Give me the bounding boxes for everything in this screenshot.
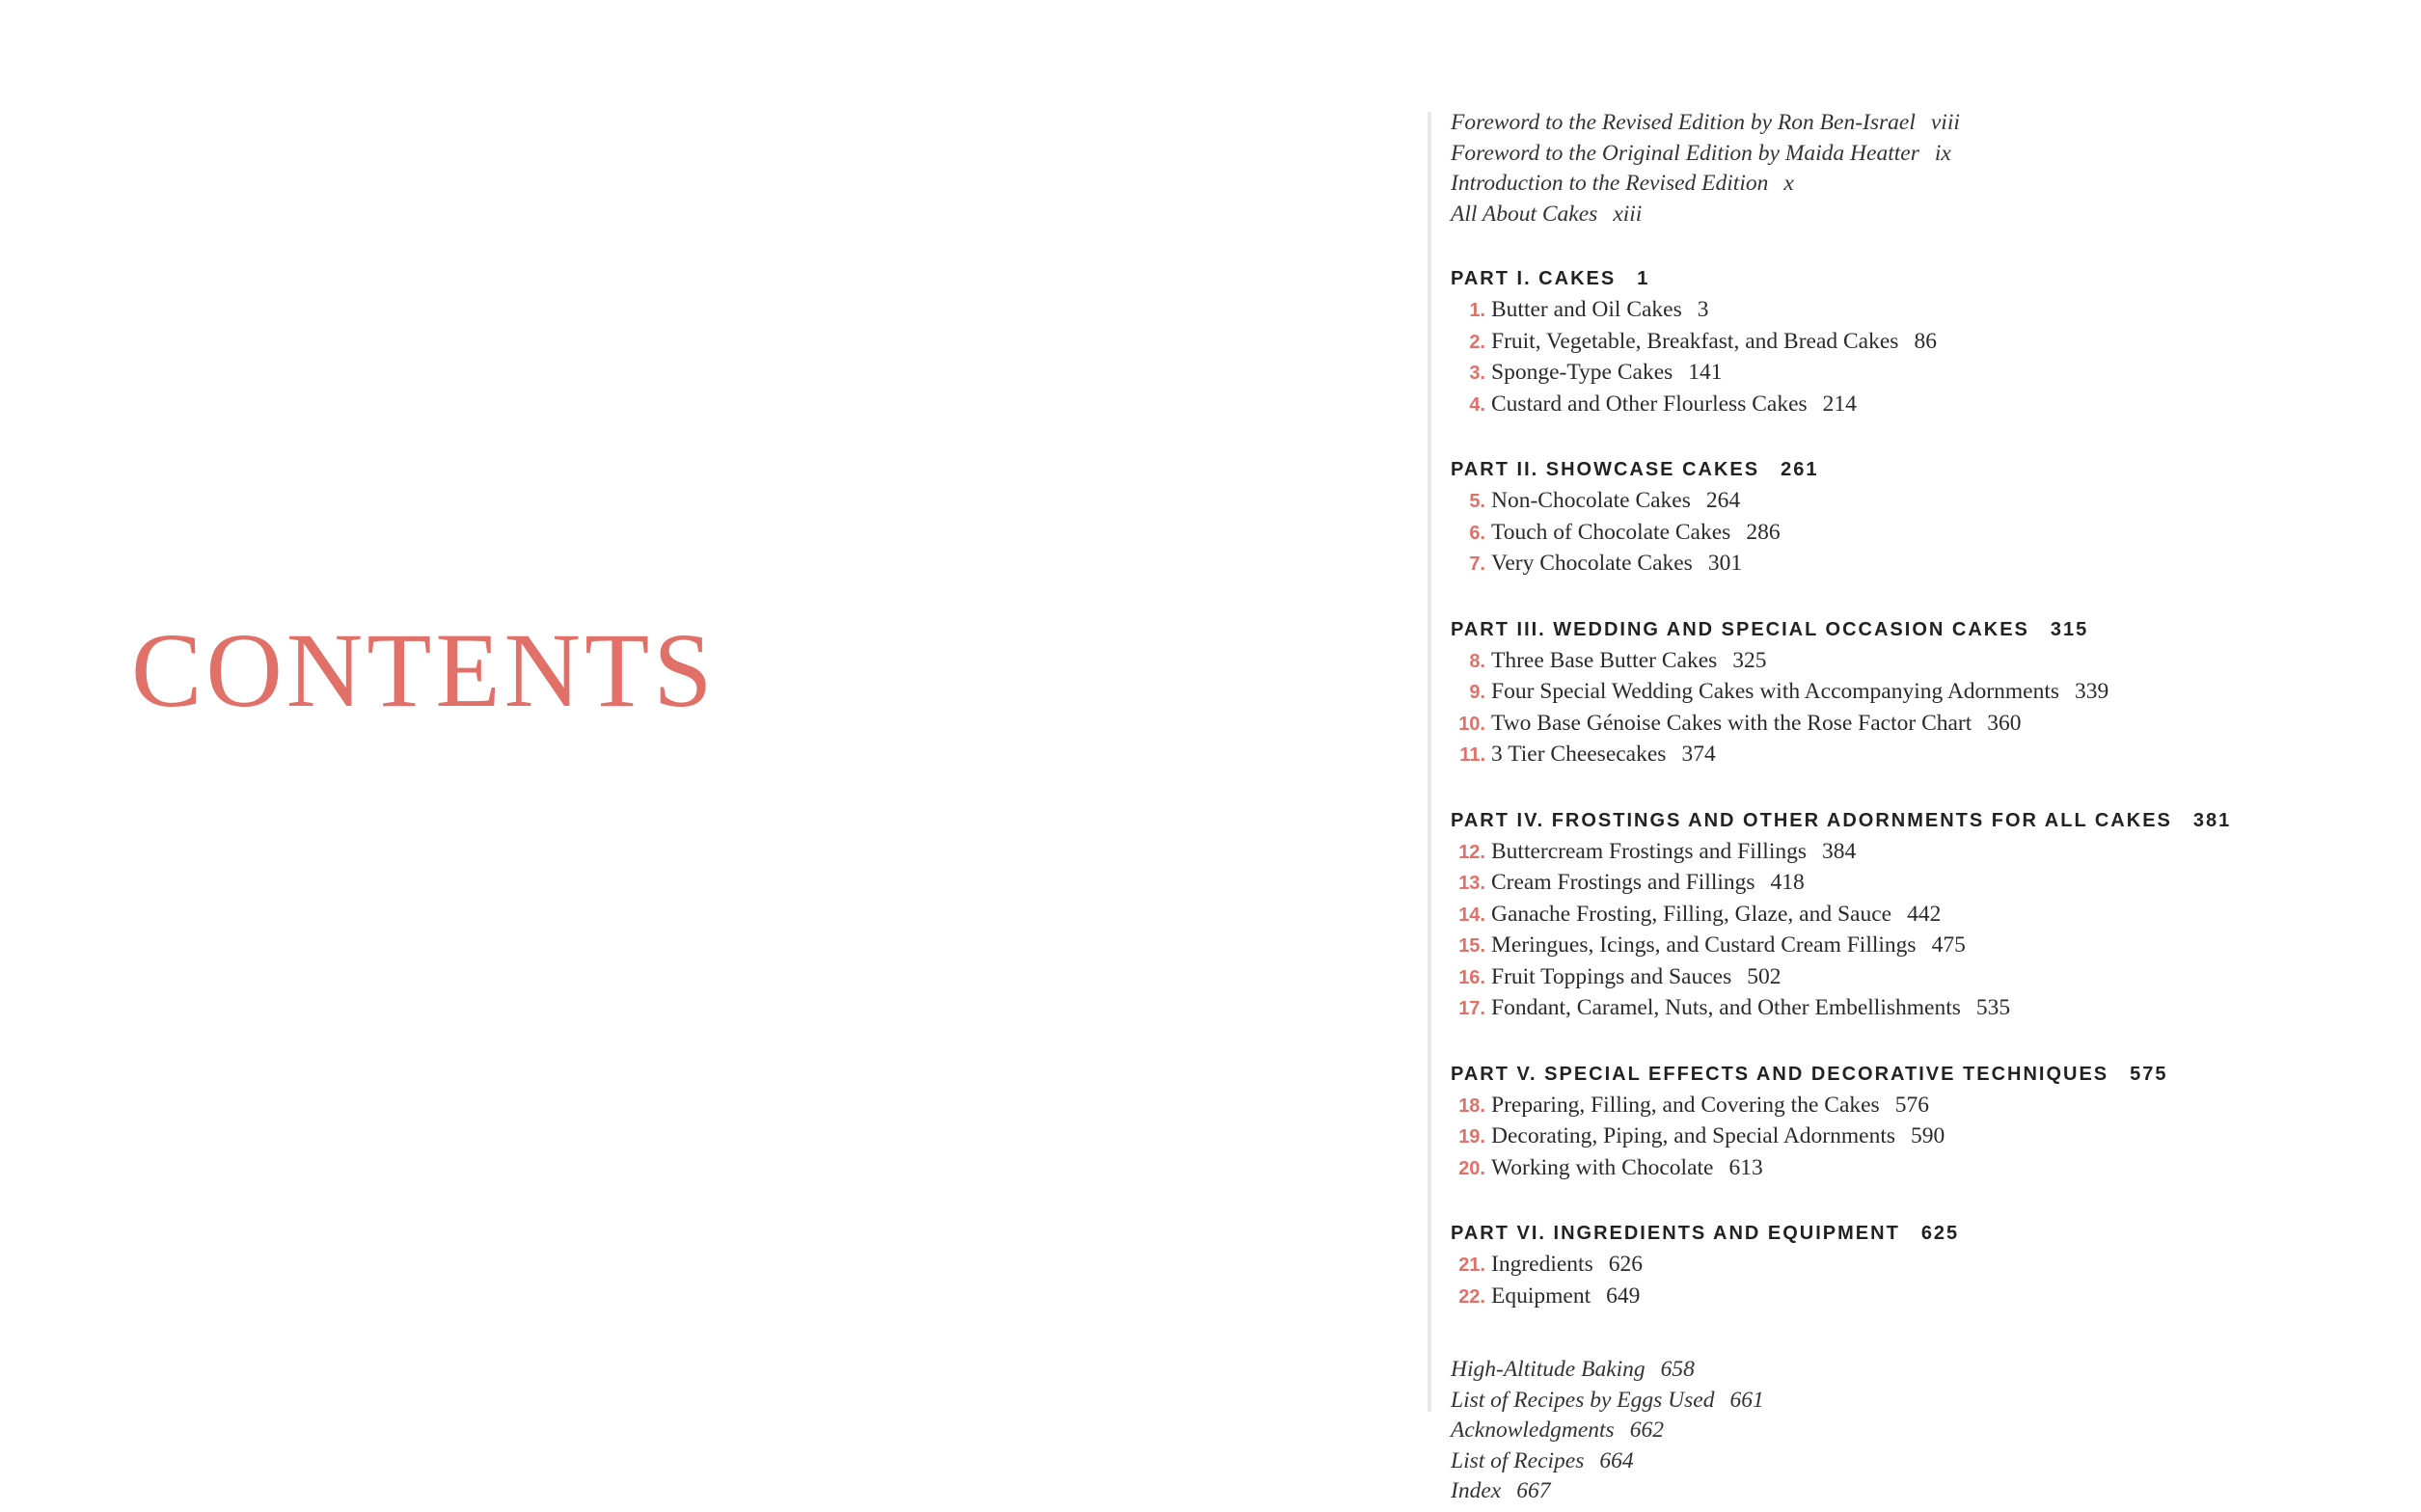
entry-title: Acknowledgments [1451, 1418, 1615, 1443]
back-matter-entry[interactable] [1451, 1476, 2396, 1507]
chapter-title: Three Base Butter Cakes [1491, 647, 1718, 673]
chapter-title: Preparing, Filling, and Covering the Cakes [1491, 1092, 1880, 1118]
chapter-number: 9. [1469, 682, 1485, 703]
chapter-page: 590 [1911, 1123, 1945, 1148]
chapter-number: 3. [1469, 363, 1485, 384]
chapter-entry[interactable] [1451, 1153, 2396, 1185]
front-matter-entry[interactable] [1451, 200, 2396, 230]
chapter-page: 626 [1608, 1252, 1643, 1277]
chapter-entry[interactable] [1451, 358, 2396, 390]
chapter-entry[interactable] [1451, 486, 2396, 518]
part-title: PART I. CAKES [1451, 268, 1617, 289]
chapter-title: 3 Tier Cheesecakes [1491, 742, 1667, 767]
entry-title: All About Cakes [1451, 201, 1598, 227]
chapter-title: Decorating, Piping, and Special Adornments [1491, 1123, 1896, 1148]
part-page: 625 [1920, 1223, 1960, 1244]
part-title: PART III. WEDDING AND SPECIAL OCCASION CAKES [1451, 618, 2029, 640]
table-of-contents [1451, 108, 2396, 1507]
chapter-page: 613 [1728, 1154, 1763, 1180]
page-title: CONTENTS [131, 611, 717, 729]
entry-title: Introduction to the Revised Edition [1451, 171, 1769, 196]
chapter-page: 325 [1732, 647, 1767, 673]
entry-page: ix [1934, 140, 1951, 166]
front-matter-entry[interactable] [1451, 169, 2396, 200]
chapter-number: 7. [1469, 554, 1485, 575]
chapter-entry[interactable] [1451, 993, 2396, 1025]
back-matter-entry[interactable] [1451, 1416, 2396, 1446]
chapter-number: 22. [1458, 1285, 1485, 1308]
divider [1428, 112, 1431, 1412]
entry-title: List of Recipes [1451, 1447, 1585, 1473]
chapter-entry[interactable] [1451, 1091, 2396, 1122]
parts-list [1451, 262, 2396, 1312]
chapter-entry[interactable] [1451, 295, 2396, 327]
chapter-page: 301 [1707, 551, 1743, 576]
part-section [1451, 262, 2396, 420]
part-section [1451, 613, 2396, 771]
chapter-entry[interactable] [1451, 837, 2396, 869]
front-matter-entry[interactable] [1451, 108, 2396, 139]
chapter-entry[interactable] [1451, 709, 2396, 741]
part-heading[interactable] [1451, 613, 2396, 646]
part-page: 1 [1637, 268, 1650, 289]
entry-page: xiii [1613, 201, 1643, 227]
part-page: 315 [2050, 618, 2089, 640]
chapter-title: Working with Chocolate [1491, 1154, 1714, 1180]
chapter-number: 15. [1458, 935, 1485, 957]
entry-title: Foreword to the Revised Edition by Ron Ben-Israel [1451, 110, 1916, 135]
entry-page: 667 [1516, 1478, 1551, 1503]
chapter-number: 14. [1458, 904, 1485, 926]
part-title: PART V. SPECIAL EFFECTS AND DECORATIVE TECHNIQUES [1451, 1063, 2109, 1085]
chapter-entry[interactable] [1451, 900, 2396, 932]
chapter-title: Touch of Chocolate Cakes [1491, 519, 1731, 545]
chapter-title: Ganache Frosting, Filling, Glaze, and Sauce [1491, 901, 1892, 927]
chapter-number: 8. [1469, 650, 1485, 672]
chapter-page: 502 [1747, 963, 1782, 989]
chapter-page: 649 [1606, 1282, 1641, 1309]
chapter-entry[interactable] [1451, 327, 2396, 359]
chapter-number: 11. [1459, 744, 1485, 766]
chapter-number: 19. [1458, 1126, 1485, 1148]
part-page: 381 [2192, 809, 2232, 831]
chapter-entry[interactable] [1451, 1282, 2396, 1313]
part-title: PART IV. FROSTINGS AND OTHER ADORNMENTS FOR ALL CAKES [1451, 809, 2172, 831]
chapter-number: 6. [1469, 522, 1485, 544]
chapter-title: Ingredients [1491, 1252, 1593, 1277]
chapter-entry[interactable] [1451, 1121, 2396, 1153]
entry-title: Foreword to the Original Edition by Maida Heatter [1451, 140, 1919, 166]
chapter-page: 418 [1770, 870, 1805, 895]
part-section [1451, 804, 2396, 1025]
chapter-entry[interactable] [1451, 740, 2396, 771]
chapter-title: Custard and Other Flourless Cakes [1491, 391, 1808, 417]
part-page: 261 [1781, 459, 1819, 480]
chapter-entry[interactable] [1451, 962, 2396, 994]
part-title: PART II. SHOWCASE CAKES [1451, 459, 1760, 480]
chapter-title: Sponge-Type Cakes [1491, 360, 1673, 385]
part-heading[interactable] [1451, 1058, 2396, 1091]
chapter-number: 21. [1458, 1255, 1485, 1276]
chapter-page: 442 [1907, 901, 1942, 927]
chapter-title: Buttercream Frostings and Fillings [1491, 838, 1808, 864]
chapter-page: 339 [2075, 679, 2109, 704]
chapter-number: 12. [1458, 841, 1485, 863]
chapter-title: Fruit, Vegetable, Breakfast, and Bread Cakes [1491, 328, 1899, 354]
chapter-title: Cream Frostings and Fillings [1491, 870, 1755, 895]
chapter-entry[interactable] [1451, 390, 2396, 421]
chapter-page: 86 [1914, 328, 1937, 354]
chapter-entry[interactable] [1451, 1250, 2396, 1282]
back-matter-entry[interactable] [1451, 1446, 2396, 1477]
chapter-title: Fruit Toppings and Sauces [1491, 963, 1732, 989]
chapter-page: 360 [1987, 710, 2022, 736]
chapter-title: Meringues, Icings, and Custard Cream Fillings [1491, 932, 1917, 958]
chapter-page: 576 [1894, 1092, 1929, 1118]
part-heading[interactable] [1451, 262, 2396, 295]
chapter-title: Non-Chocolate Cakes [1491, 488, 1691, 513]
entry-title: High-Altitude Baking [1451, 1357, 1646, 1382]
front-matter-entry[interactable] [1451, 139, 2396, 170]
chapter-entry[interactable] [1451, 518, 2396, 550]
chapter-number: 17. [1458, 998, 1485, 1019]
chapter-page: 286 [1746, 519, 1781, 545]
chapter-number: 20. [1458, 1157, 1485, 1179]
chapter-number: 2. [1469, 331, 1485, 353]
chapter-page: 475 [1931, 932, 1966, 958]
chapter-title: Very Chocolate Cakes [1491, 551, 1693, 576]
part-section [1451, 1058, 2396, 1185]
chapter-page: 214 [1822, 391, 1857, 417]
chapter-entry[interactable] [1451, 549, 2396, 580]
chapter-page: 264 [1705, 488, 1741, 513]
part-page: 575 [2130, 1063, 2168, 1085]
back-matter-list [1451, 1355, 2396, 1507]
chapter-page: 384 [1822, 838, 1857, 864]
part-section [1451, 1217, 2396, 1312]
part-heading[interactable] [1451, 453, 2396, 486]
chapter-title: Fondant, Caramel, Nuts, and Other Embellishments [1491, 995, 1961, 1020]
chapter-number: 18. [1458, 1094, 1485, 1117]
entry-page: viii [1930, 110, 1960, 135]
chapter-number: 16. [1458, 966, 1485, 988]
entry-page: 664 [1599, 1447, 1634, 1473]
part-heading[interactable] [1451, 1217, 2396, 1250]
chapter-page: 535 [1975, 995, 2011, 1020]
chapter-entry[interactable] [1451, 931, 2396, 962]
entry-title: List of Recipes by Eggs Used [1451, 1387, 1715, 1413]
chapter-page: 3 [1697, 297, 1709, 322]
back-matter-entry[interactable] [1451, 1355, 2396, 1386]
chapter-number: 4. [1469, 393, 1485, 416]
chapter-number: 13. [1458, 873, 1485, 894]
chapter-page: 374 [1681, 742, 1716, 767]
chapter-entry[interactable] [1451, 646, 2396, 678]
entry-page: x [1783, 171, 1794, 196]
part-section [1451, 453, 2396, 580]
chapter-title: Four Special Wedding Cakes with Accompanying Adornments [1491, 679, 2060, 704]
entry-page: 662 [1629, 1418, 1664, 1443]
entry-title: Index [1451, 1478, 1502, 1503]
chapter-title: Butter and Oil Cakes [1491, 297, 1682, 322]
chapter-title: Equipment [1491, 1282, 1591, 1309]
entry-page: 658 [1660, 1357, 1695, 1382]
chapter-page: 141 [1688, 360, 1723, 385]
chapter-number: 10. [1458, 713, 1485, 735]
chapter-entry[interactable] [1451, 677, 2396, 709]
back-matter-entry[interactable] [1451, 1386, 2396, 1417]
chapter-entry[interactable] [1451, 868, 2396, 900]
front-matter-list [1451, 108, 2396, 230]
part-title: PART VI. INGREDIENTS AND EQUIPMENT [1451, 1223, 1900, 1244]
chapter-number: 5. [1469, 491, 1485, 512]
chapter-number: 1. [1469, 300, 1485, 321]
chapter-title: Two Base Génoise Cakes with the Rose Factor Chart [1491, 710, 1972, 736]
part-heading[interactable] [1451, 804, 2396, 837]
entry-page: 661 [1729, 1387, 1764, 1413]
